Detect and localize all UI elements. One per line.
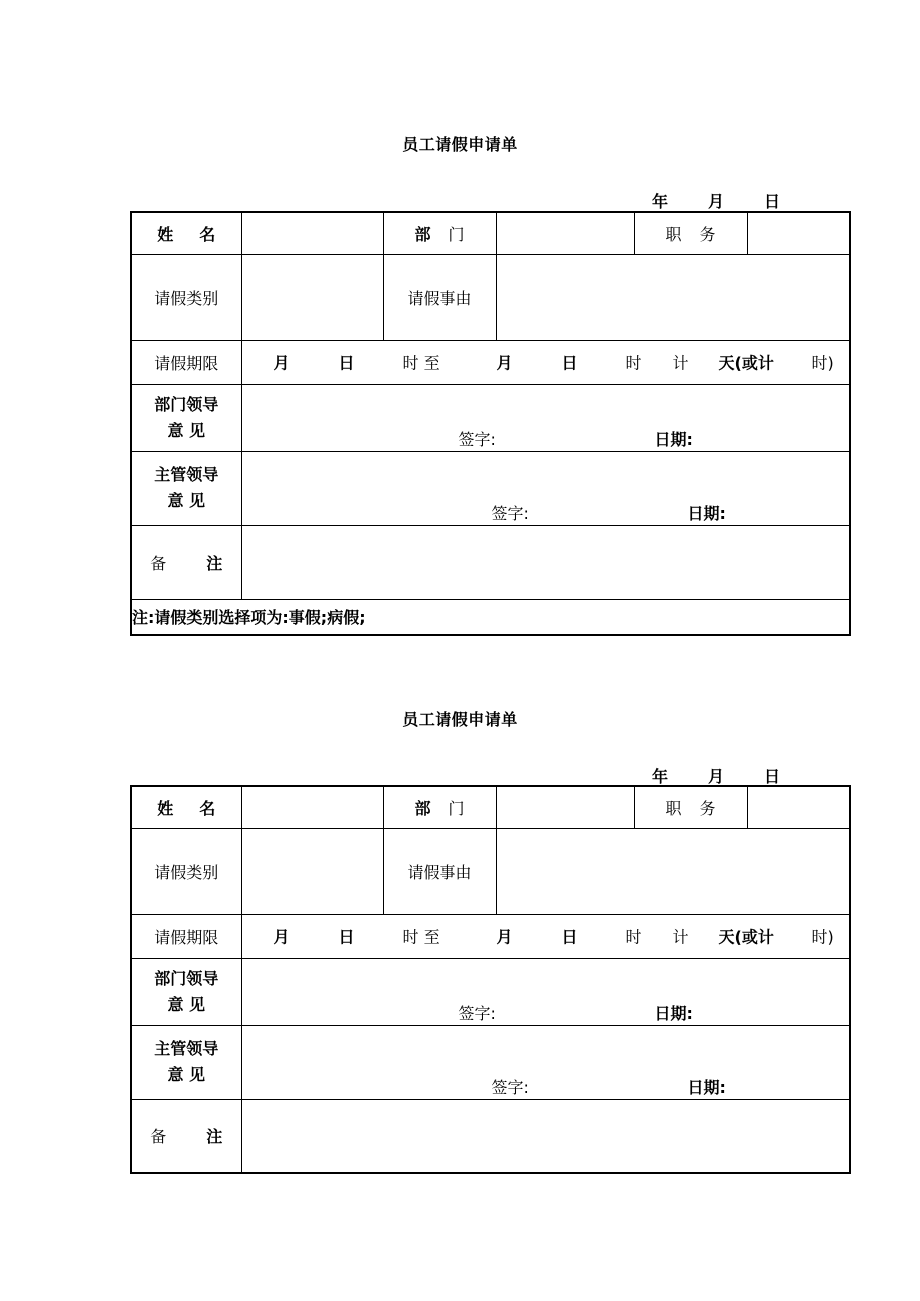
position-field[interactable] — [747, 212, 850, 254]
date-year: 年 — [652, 767, 669, 786]
dept-field[interactable] — [496, 212, 634, 254]
period-hour-end: 时 — [625, 353, 642, 373]
mgr-opinion-field[interactable] — [241, 451, 850, 525]
table-row — [131, 914, 850, 958]
dept-signature-label: 签字: — [458, 1003, 496, 1023]
name-field[interactable] — [241, 786, 383, 828]
leave-type-label: 请假类别 — [131, 254, 241, 340]
period-hours: 时) — [811, 353, 834, 373]
form-title: 员工请假申请单 — [402, 135, 518, 154]
name-field[interactable] — [241, 212, 383, 254]
mgr-opinion-label: 主管领导 意 见 — [131, 1025, 241, 1099]
period-hour-start: 时 至 — [402, 927, 440, 947]
form-date — [652, 764, 792, 784]
period-days: 天(或计 — [718, 353, 774, 373]
date-day: 日 — [764, 767, 781, 786]
period-day-end: 日 — [561, 353, 578, 373]
leave-reason-label: 请假事由 — [383, 828, 496, 914]
dept-label: 部 门 — [383, 212, 496, 254]
date-year: 年 — [652, 192, 669, 211]
leave-table — [130, 211, 851, 636]
leave-reason-field[interactable] — [496, 254, 850, 340]
remark-field[interactable] — [241, 1099, 850, 1173]
date-month: 月 — [708, 192, 725, 211]
position-field[interactable] — [747, 786, 850, 828]
table-row — [131, 1099, 850, 1173]
dept-opinion-field[interactable] — [241, 958, 850, 1025]
leave-reason-label: 请假事由 — [383, 254, 496, 340]
table-row — [131, 828, 850, 914]
period-month-start: 月 — [273, 353, 290, 373]
table-row — [131, 786, 850, 828]
dept-field[interactable] — [496, 786, 634, 828]
leave-type-field[interactable] — [241, 828, 383, 914]
position-label: 职 务 — [634, 786, 747, 828]
mgr-date-label: 日期: — [687, 1077, 726, 1097]
name-label: 姓 名 — [131, 212, 241, 254]
date-month: 月 — [708, 767, 725, 786]
period-total: 计 — [672, 353, 689, 373]
leave-period-label: 请假期限 — [131, 340, 241, 384]
dept-date-label: 日期: — [654, 429, 693, 449]
table-row — [131, 958, 850, 1025]
table-row — [131, 525, 850, 599]
period-days: 天(或计 — [718, 927, 774, 947]
leave-table — [130, 785, 851, 1174]
form-note: 注:请假类别选择项为:事假;病假; — [131, 599, 850, 635]
name-label: 姓 名 — [131, 786, 241, 828]
dept-date-label: 日期: — [654, 1003, 693, 1023]
remark-label: 备 注 — [131, 1099, 241, 1173]
dept-opinion-label: 部门领导 意 见 — [131, 384, 241, 451]
table-row — [131, 1025, 850, 1099]
remark-label: 备 注 — [131, 525, 241, 599]
mgr-signature-label: 签字: — [491, 503, 529, 523]
period-hour-start: 时 至 — [402, 353, 440, 373]
period-month-end: 月 — [496, 927, 513, 947]
form-title: 员工请假申请单 — [402, 710, 518, 729]
leave-type-label: 请假类别 — [131, 828, 241, 914]
table-row — [131, 384, 850, 451]
mgr-signature-label: 签字: — [491, 1077, 529, 1097]
dept-signature-label: 签字: — [458, 429, 496, 449]
period-month-start: 月 — [273, 927, 290, 947]
period-day-start: 日 — [338, 927, 355, 947]
dept-label: 部 门 — [383, 786, 496, 828]
table-row — [131, 599, 850, 635]
period-hours: 时) — [811, 927, 834, 947]
period-month-end: 月 — [496, 353, 513, 373]
table-row — [131, 451, 850, 525]
form-date — [652, 189, 792, 209]
mgr-opinion-field[interactable] — [241, 1025, 850, 1099]
leave-period-label: 请假期限 — [131, 914, 241, 958]
leave-type-field[interactable] — [241, 254, 383, 340]
dept-opinion-label: 部门领导 意 见 — [131, 958, 241, 1025]
period-hour-end: 时 — [625, 927, 642, 947]
table-row — [131, 254, 850, 340]
remark-field[interactable] — [241, 525, 850, 599]
date-day: 日 — [764, 192, 781, 211]
period-day-start: 日 — [338, 353, 355, 373]
leave-period-field[interactable] — [241, 340, 850, 384]
leave-period-field[interactable] — [241, 914, 850, 958]
table-row — [131, 212, 850, 254]
leave-reason-field[interactable] — [496, 828, 850, 914]
position-label: 职 务 — [634, 212, 747, 254]
table-row — [131, 340, 850, 384]
dept-opinion-field[interactable] — [241, 384, 850, 451]
mgr-opinion-label: 主管领导 意 见 — [131, 451, 241, 525]
period-total: 计 — [672, 927, 689, 947]
period-day-end: 日 — [561, 927, 578, 947]
mgr-date-label: 日期: — [687, 503, 726, 523]
